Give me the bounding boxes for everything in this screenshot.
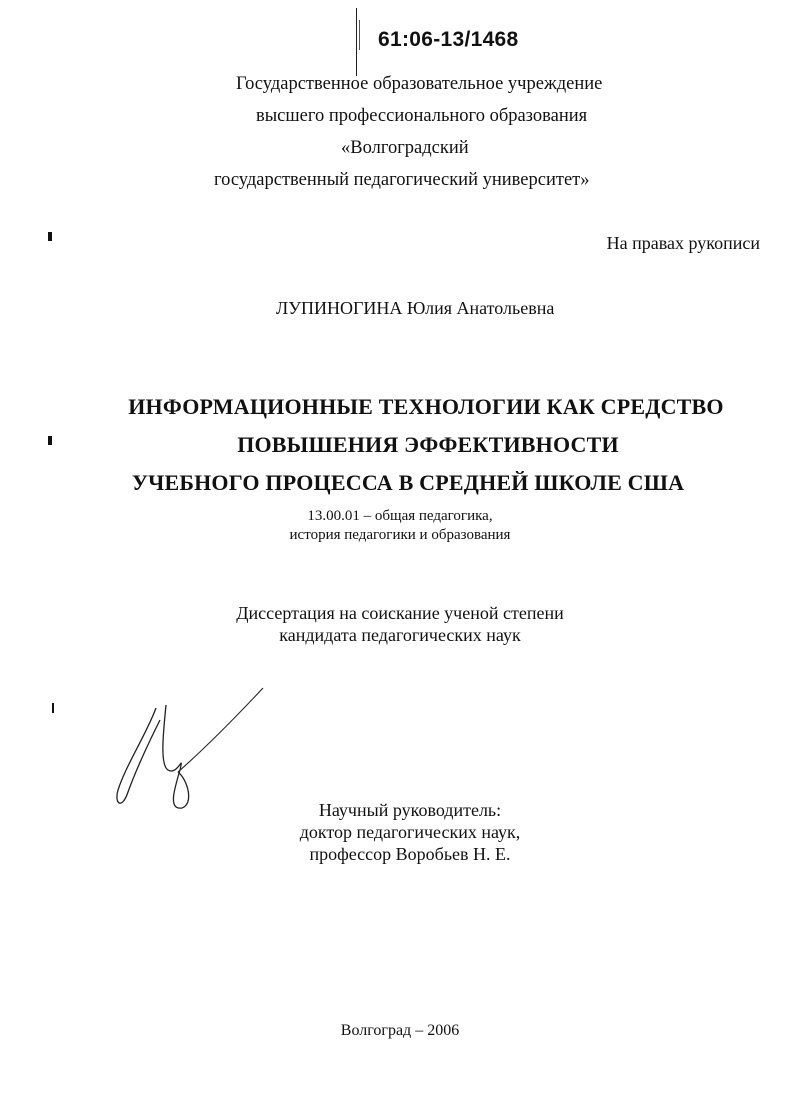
- scan-speck: [52, 703, 54, 713]
- supervisor-line-2: доктор педагогических наук,: [299, 822, 521, 842]
- institution-line-1: Государственное образовательное учреждение: [236, 74, 603, 94]
- institution-line-3: «Волгоградский: [341, 138, 469, 158]
- title-line-3: УЧЕБНОГО ПРОЦЕССА В СРЕДНЕЙ ШКОЛЕ США: [131, 470, 685, 495]
- author-name: ЛУПИНОГИНА Юлия Анатольевна: [276, 298, 555, 318]
- dissertation-line-1: Диссертация на соискание ученой степени: [236, 603, 564, 623]
- signature-image: [108, 680, 278, 820]
- title-line-1: ИНФОРМАЦИОННЫЕ ТЕХНОЛОГИИ КАК СРЕДСТВО: [128, 394, 724, 419]
- scan-speck: [48, 232, 52, 241]
- rights-note: На правах рукописи: [606, 233, 760, 253]
- catalog-number: 61:06-13/1468: [378, 28, 519, 51]
- title-line-2: ПОВЫШЕНИЯ ЭФФЕКТИВНОСТИ: [237, 432, 619, 457]
- stamp-rule: [356, 8, 357, 76]
- institution-line-2: высшего профессионального образования: [256, 106, 588, 126]
- institution-line-4: государственный педагогический университет»: [214, 170, 590, 190]
- supervisor-line-3: профессор Воробьев Н. Е.: [309, 844, 511, 864]
- specialty-line-1: 13.00.01 – общая педагогика,: [307, 508, 493, 524]
- city-year: Волгоград – 2006: [340, 1022, 460, 1039]
- supervisor-line-1: Научный руководитель:: [318, 800, 502, 820]
- dissertation-line-2: кандидата педагогических наук: [279, 625, 521, 645]
- specialty-line-2: история педагогики и образования: [289, 527, 511, 543]
- stamp-rule-secondary: [359, 20, 360, 50]
- scan-speck: [48, 436, 52, 445]
